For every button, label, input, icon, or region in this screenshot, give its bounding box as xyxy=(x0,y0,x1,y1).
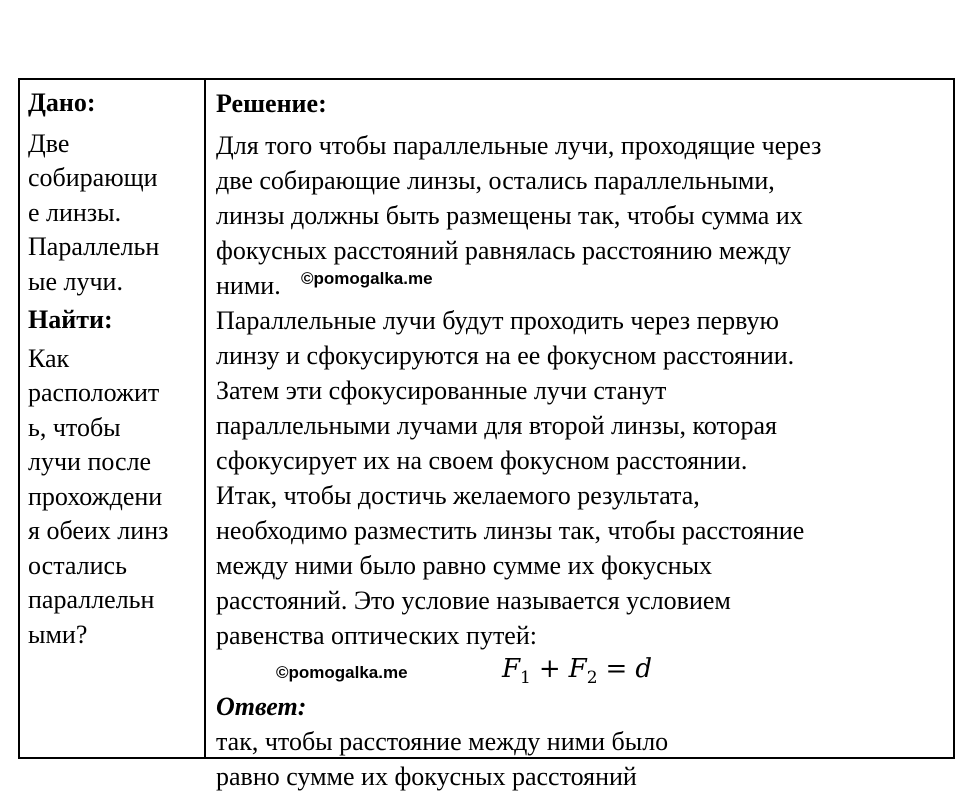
solution-line: Итак, чтобы достичь желаемого результата, xyxy=(216,481,700,510)
answer-label: Ответ: xyxy=(216,692,307,721)
solution-line: две собирающие линзы, остались параллельными, xyxy=(216,166,775,195)
find-line: Как xyxy=(28,343,70,373)
lens-formula xyxy=(502,651,652,696)
solution-line: фокусных расстояний равнялась расстоянию между xyxy=(216,236,792,265)
solution-line: линзы должны быть размещены так, чтобы сумма их xyxy=(216,201,803,230)
solution-line: ними. xyxy=(216,271,281,300)
find-line: параллельн xyxy=(28,585,155,614)
given-text xyxy=(28,127,196,300)
given-line: Параллельн xyxy=(28,232,160,261)
find-line: остались xyxy=(28,550,127,580)
given-heading: Дано: xyxy=(28,88,96,117)
solution-line: расстояний. Это условие называется условием xyxy=(216,586,731,615)
solution-line: между ними было равно сумме их фокусных xyxy=(216,551,713,580)
formula-row xyxy=(216,653,947,689)
find-line: прохождени xyxy=(28,481,163,511)
solution-heading: Решение: xyxy=(216,89,327,118)
answer-block xyxy=(216,689,947,794)
find-text xyxy=(28,342,196,653)
find-line: я обеих линз xyxy=(28,516,169,545)
given-line: е линзы. xyxy=(28,197,122,227)
find-heading: Найти: xyxy=(28,305,113,334)
solution-table xyxy=(18,78,955,791)
solution-line: Параллельные лучи будут проходить через первую xyxy=(216,306,779,335)
solution-text xyxy=(216,128,947,653)
find-line: ь, чтобы xyxy=(28,412,121,442)
formula-var-f2: F xyxy=(568,654,587,684)
formula-plus: + xyxy=(538,654,561,684)
solution-line: равенства оптических путей: xyxy=(216,621,537,650)
solution-line: линзу и сфокусируются на ее фокусном расстоянии. xyxy=(216,341,795,370)
watermark-bottom: ©pomogalka.me xyxy=(276,663,408,682)
find-line: ыми? xyxy=(28,619,88,649)
solution-line: необходимо разместить линзы так, чтобы расстояние xyxy=(216,516,805,545)
formula-sub-1: 1 xyxy=(520,668,531,689)
watermark-top: ©pomogalka.me xyxy=(301,269,433,288)
formula-var-f1: F xyxy=(502,654,521,684)
solution-line: Затем эти сфокусированные лучи станут xyxy=(216,376,667,405)
solution-line: параллельными лучами для второй линзы, которая xyxy=(216,411,778,440)
given-line: ые лучи. xyxy=(28,266,123,296)
solution-line: Для того чтобы параллельные лучи, проходящие через xyxy=(216,131,822,160)
given-line: собирающи xyxy=(28,163,158,192)
formula-equals: = xyxy=(605,654,628,684)
formula-rhs: d xyxy=(635,654,652,684)
find-line: лучи после xyxy=(28,447,152,476)
find-line: расположит xyxy=(28,378,160,407)
answer-line xyxy=(216,689,947,759)
answer-line: равно сумме их фокусных расстояний xyxy=(216,762,637,791)
formula-sub-2: 2 xyxy=(586,668,598,689)
solution-column xyxy=(206,80,953,791)
given-line: Две xyxy=(28,128,70,158)
given-column xyxy=(20,80,204,757)
solution-line: сфокусирует их на своем фокусном расстоянии. xyxy=(216,446,748,475)
answer-text: так, чтобы расстояние между ними было xyxy=(216,727,669,756)
